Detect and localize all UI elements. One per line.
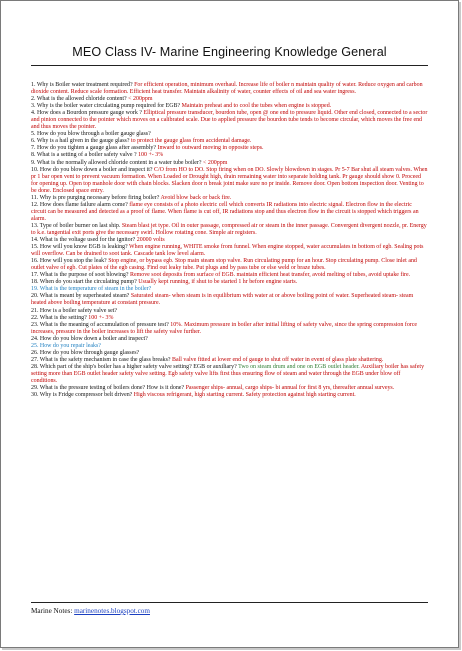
answer-text: Ball valve fitted at lower end of gauge to shut off water in event of glass plate shattering. <box>172 356 384 363</box>
question-text: 6. Why is a hail given in the gauge glass? <box>31 138 131 145</box>
question-item <box>31 315 428 322</box>
question-text: 26. How do you blow through gauge glasses? <box>31 349 140 356</box>
question-text: 8. What is a setting of a boiler safety valve ? <box>31 152 139 159</box>
question-item <box>31 82 428 96</box>
question-text: 23. What is the meaning of accumulation of pressure test? <box>31 321 171 328</box>
question-text: 30. Why is Fridge compressor belt driven? <box>31 392 134 399</box>
footer-label: Marine Notes: <box>31 607 73 615</box>
question-item <box>31 343 428 350</box>
question-item <box>31 364 428 385</box>
answer-text: 10%. Maximum pressure in boiler after initial lifting of safety valve, since the spring compression force increases, pressure in the boiler increases to lift the safety valve further. <box>31 321 418 335</box>
footer-divider <box>31 602 428 603</box>
answer-text: 100 +- 3% <box>138 152 164 159</box>
question-text: 2. What is the allowed chloride content? <box>31 96 129 103</box>
answer-text: Inward to outward moving in opposite steps. <box>157 145 264 152</box>
answer-text: When engine running, WHITE smoke from funnel. When engine stopped, water accumulates in bottom of egb. Sealing pots will overflow. Can be drained to soot tank. Cascade tank low level alarm. <box>31 244 424 258</box>
answer-text: Maintain preheat and to cool the tubes when engine is stopped. <box>181 103 332 110</box>
question-item <box>31 336 428 343</box>
question-item <box>31 308 428 315</box>
question-item <box>31 357 428 364</box>
question-text: 14. What is the voltage used for the ignitor? <box>31 237 137 244</box>
answer-text: 100 +- 3% <box>88 314 114 321</box>
answer-text: < 200ppm <box>203 159 228 166</box>
question-item <box>31 195 428 202</box>
question-item <box>31 167 428 195</box>
question-text: 25. How do you repair leaks? <box>31 342 101 349</box>
question-text: 12. How does flame failure alarm come? <box>31 201 130 208</box>
question-text: 19. What is the temperature of steam in the boiler? <box>31 286 152 293</box>
question-text: 29. What is the pressure testing of boilers done? How is it done? <box>31 385 186 392</box>
answer-text: For efficient operation, minimum overhaul. Increase life of boiler n maintain quality of water. Reduce oxygen and carbon dioxide content. Reduce scale formation. Efficient heat transfer. Maintain alkalinity of water, counter effects of oil and sea water ingress. <box>31 82 423 96</box>
question-item <box>31 103 428 110</box>
question-item <box>31 202 428 223</box>
question-text: 9. What is the normally allowed chloride content in a water tube boiler? <box>31 159 204 166</box>
question-text: 5. How do you blow through a boiler gauge glass? <box>31 131 151 138</box>
question-text: 10. How do you blow down a boiler and inspect it? <box>31 166 155 173</box>
question-item <box>31 152 428 159</box>
answer-text: Avoid blow back or back fire. <box>160 194 232 201</box>
question-item <box>31 223 428 237</box>
answer-text: < 200ppm <box>128 96 153 103</box>
question-text: 17. What is the purpose of soot blowing? <box>31 272 131 279</box>
question-text: 7. How do you tighten a gauge glass after assembly? <box>31 145 158 152</box>
page-title: MEO Class IV- Marine Engineering Knowledge General <box>72 45 387 59</box>
question-text: 18. When do you start the circulating pump? <box>31 279 139 286</box>
footer <box>31 607 150 615</box>
answer-text: Stop engine, or bypass egb. Stop main steam stop valve. Run circulating pump for an hour. Stop circulating pump. Close inlet and outlet valve of egb. Cut plates of the egb casing. Find out leaky tube. Put plugs and by pass tube or else weld or braze tubes. <box>31 258 417 272</box>
question-text: 28. Which part of the ship's boiler has a higher safety valve setting? EGB or auxiliary? <box>31 363 239 370</box>
answer-text: Usually kept running, if shut to be started 1 hr before engine starts. <box>138 279 298 286</box>
header-divider <box>31 65 428 66</box>
answer-text: Remove soot deposits from surface of EGB. maintain efficient heat transfer, avoid melting of tubes, avoid uptake fire. <box>130 272 411 279</box>
question-text: 24. How do you blow down a boiler and inspect? <box>31 335 148 342</box>
question-text: 1. Why is Boiler water treatment required? <box>31 82 135 88</box>
footer-link[interactable]: marinenotes.blogspot.com <box>74 607 150 615</box>
question-text: 21. How is a boiler safety valve set? <box>31 307 118 314</box>
answer-text: flame eye consists of a photo electric cell which converts IR radiations into electric signal. Electron flow in the electric circuit can be measured and detected as a proof of flame. When flame is cut off, IR radiations stop and thus electron flow in the circuit is stopped which triggers an alarm. <box>31 201 419 222</box>
question-text: 3. Why is the boiler water circulating pump required for EGB? <box>31 103 182 110</box>
answer-text: Passenger ships- annual, cargo ships- bi annual for first 8 yrs, thereafter annual surveys. <box>185 385 395 392</box>
question-item <box>31 293 428 307</box>
question-text: 4. How does a Bourdon pressure gauge work ? <box>31 110 144 117</box>
question-item <box>31 244 428 258</box>
answer-text: Steam blast jet type. Oil in outer passage, compressed air or steam in the inner passage. Convergent divergent nozzle, pr. Energy to k.e. tangential exit ports give the necessary swirl. Hollow rotating cone. Simple air registers. <box>31 222 427 236</box>
answer-text: Auxiliary boiler has safety setting more than EGB outlet header safety valve setting. Egb safety valve lifts first thus ensuring flow of steam and water through the EGB under blow off conditions. <box>31 363 425 384</box>
question-text: 20. What is meant by superheated steam? <box>31 293 131 300</box>
question-text: 22. What is the setting? <box>31 314 89 321</box>
question-text: 15. How will you know EGB is leaking? <box>31 244 130 251</box>
question-item <box>31 258 428 272</box>
question-list <box>31 82 428 399</box>
question-text: 27. What is the safety mechanism in case the glass breaks? <box>31 356 173 363</box>
question-item <box>31 322 428 336</box>
answer-text: C/O from HO to DO. Stop firing when on DO. Slowly blowdown in stages. Pr 5-7 Bar shut all steam valves. When pr 1 bar open vent to prevent vacuum formation. When Loaded or Drought high, drain remaining water into separate holding tank. Pr gauge should show 0. Proceed for opening up. Open top manhole door with chain blocks. Slacken door n break joint make sure no pr inside. Remove door. Open bottom inspection door. Venting to be done. Enclosed space entry. <box>31 166 428 194</box>
question-item <box>31 350 428 357</box>
answer-text-highlight: Two on steam drum and one on EGB outlet header. <box>238 363 360 370</box>
answer-text: Elliptical pressure transducer, bourdon tube, open @ one end to pressure liquid. Other end closed, connected to a sector and pinion connected to the pointer which moves on a calibrated scale. Due to applied pressure the bourdon tube tends to become circular, which moves the free end and thus moves the pointer. <box>31 110 428 131</box>
answer-text: High viscous refrigerant, high starting current. Safety protection against high starting current. <box>133 392 356 399</box>
question-item <box>31 385 428 392</box>
question-text: 13. Type of boiler burner on last ship. <box>31 222 122 229</box>
question-text: 11. Why is pre purging necessary before firing boiler? <box>31 194 161 201</box>
answer-text: 20000 volts <box>136 237 165 244</box>
answer-text: Saturated steam- when steam is in equilibrium with water at or above boiling point of water. Superheated steam- steam heated above boiling temperature at constant pressure. <box>31 293 414 307</box>
question-item <box>31 110 428 131</box>
question-item <box>31 392 428 399</box>
question-item <box>31 160 428 167</box>
question-text: 16. How will you stop the leak? <box>31 258 109 265</box>
answer-text: to protect the gauge glass from accidental damage. <box>130 138 252 145</box>
